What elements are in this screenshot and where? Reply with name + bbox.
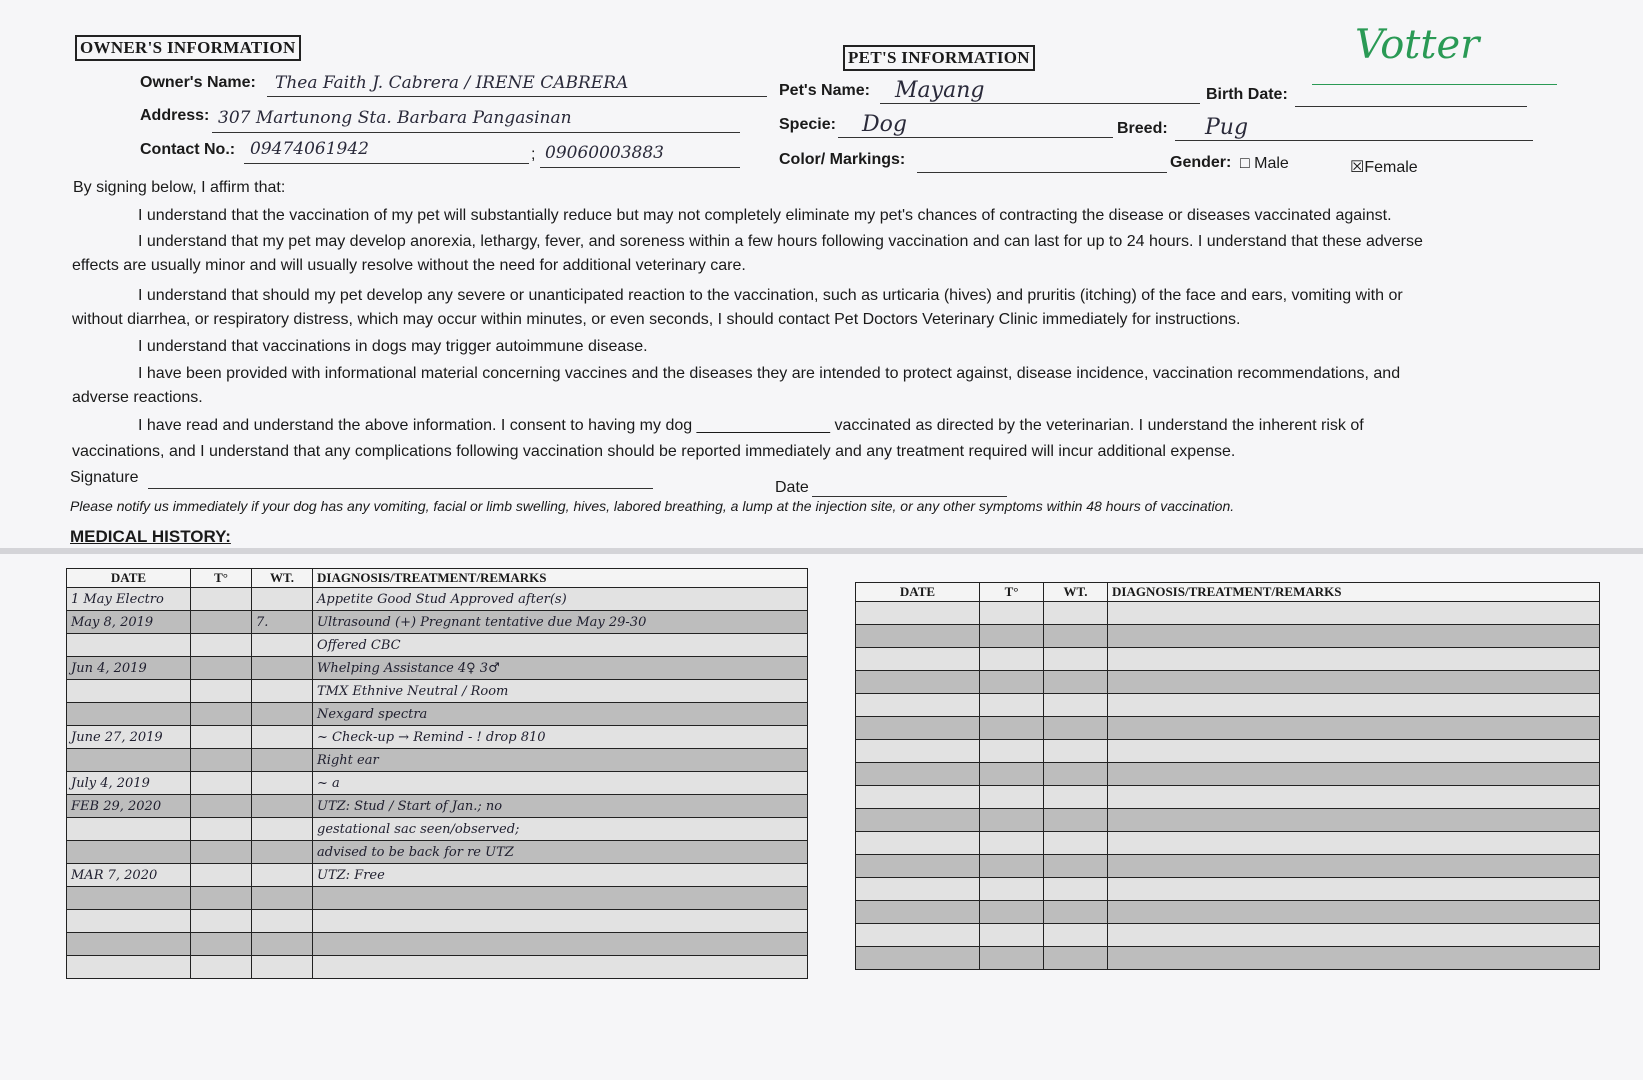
- empty-cell[interactable]: [1044, 625, 1108, 648]
- empty-cell[interactable]: [1044, 648, 1108, 671]
- cell-wt[interactable]: [252, 910, 313, 933]
- empty-cell[interactable]: [1044, 878, 1108, 901]
- empty-cell[interactable]: [980, 694, 1044, 717]
- empty-cell[interactable]: [856, 924, 980, 947]
- empty-cell[interactable]: [1044, 671, 1108, 694]
- green-annotation-line: [1312, 84, 1557, 85]
- table-row: [67, 726, 808, 749]
- table-row: [67, 956, 808, 979]
- cell-t[interactable]: [191, 910, 252, 933]
- cell-date[interactable]: July 4, 2019: [67, 772, 191, 795]
- paper-fold-crease: [0, 548, 1643, 554]
- cell-wt[interactable]: 7.: [252, 611, 313, 634]
- table-row: [67, 841, 808, 864]
- color-markings-label: Color/ Markings:: [779, 151, 906, 168]
- contact-separator: ;: [531, 146, 536, 163]
- cell-t[interactable]: [191, 634, 252, 657]
- table-row: [856, 763, 1600, 786]
- table-row: [67, 933, 808, 956]
- birth-date-label: Birth Date:: [1206, 86, 1288, 103]
- contact-line-2: [540, 167, 740, 168]
- table-row: [67, 680, 808, 703]
- cell-date[interactable]: June 27, 2019: [67, 726, 191, 749]
- contact-label: Contact No.:: [140, 141, 236, 158]
- cell-diag[interactable]: UTZ: Stud / Start of Jan.; no: [313, 795, 808, 818]
- empty-cell[interactable]: [980, 740, 1044, 763]
- empty-cell[interactable]: [980, 671, 1044, 694]
- header-temp: T°: [980, 583, 1044, 602]
- empty-cell[interactable]: [1044, 786, 1108, 809]
- owner-name-line: [267, 96, 767, 97]
- consent-paragraph-4: I understand that vaccinations in dogs may trigger autoimmune disease.: [138, 338, 648, 355]
- empty-cell[interactable]: [856, 648, 980, 671]
- empty-cell[interactable]: [980, 947, 1044, 970]
- medical-history-table-right: [855, 582, 1600, 970]
- cell-wt[interactable]: [252, 772, 313, 795]
- empty-cell[interactable]: [980, 625, 1044, 648]
- cell-t[interactable]: [191, 864, 252, 887]
- empty-cell[interactable]: [1044, 832, 1108, 855]
- owner-section-title: OWNER'S INFORMATION: [75, 35, 301, 61]
- breed-line: [1175, 140, 1533, 141]
- empty-cell[interactable]: [980, 786, 1044, 809]
- table-row: [67, 910, 808, 933]
- cell-t[interactable]: [191, 611, 252, 634]
- owner-name-value[interactable]: Thea Faith J. Cabrera / IRENE CABRERA: [275, 73, 629, 93]
- cell-t[interactable]: [191, 680, 252, 703]
- cell-date[interactable]: [67, 841, 191, 864]
- empty-cell[interactable]: [856, 717, 980, 740]
- cell-diag[interactable]: Nexgard spectra: [313, 703, 808, 726]
- cell-wt[interactable]: [252, 588, 313, 611]
- gender-male-option[interactable]: □ Male: [1240, 155, 1289, 172]
- color-markings-line[interactable]: [917, 172, 1167, 173]
- cell-date[interactable]: 1 May Electro: [67, 588, 191, 611]
- empty-cell[interactable]: [1108, 924, 1600, 947]
- empty-cell[interactable]: [980, 924, 1044, 947]
- date-label: Date: [775, 479, 809, 496]
- cell-diag[interactable]: TMX Ethnive Neutral / Room: [313, 680, 808, 703]
- empty-cell[interactable]: [856, 809, 980, 832]
- cell-t[interactable]: [191, 841, 252, 864]
- table-row: [67, 611, 808, 634]
- contact-value-1[interactable]: 09474061942: [250, 139, 369, 159]
- table-row: [856, 832, 1600, 855]
- table-row: [856, 878, 1600, 901]
- empty-cell[interactable]: [980, 763, 1044, 786]
- table-row: [856, 901, 1600, 924]
- table-row: [67, 588, 808, 611]
- table-row: [67, 887, 808, 910]
- contact-line-1: [244, 163, 529, 164]
- gender-label: Gender:: [1170, 154, 1232, 171]
- breed-value[interactable]: Pug: [1205, 115, 1249, 140]
- specie-line: [838, 137, 1113, 138]
- table-row: [67, 864, 808, 887]
- empty-cell[interactable]: [1108, 648, 1600, 671]
- cell-t[interactable]: [191, 588, 252, 611]
- table-row: [856, 809, 1600, 832]
- pet-section-title: PET'S INFORMATION: [843, 45, 1035, 71]
- empty-cell[interactable]: [1108, 740, 1600, 763]
- cell-date[interactable]: [67, 749, 191, 772]
- cell-wt[interactable]: [252, 795, 313, 818]
- empty-cell[interactable]: [1108, 694, 1600, 717]
- table-row: [856, 740, 1600, 763]
- consent-paragraph-3a: I understand that should my pet develop any severe or unanticipated reaction to the vaccination, such as urticaria (hives) and pruritis (itching) of the face and ears, vomiting with or: [138, 287, 1403, 304]
- cell-date[interactable]: [67, 956, 191, 979]
- table-row: [856, 671, 1600, 694]
- table-row: [67, 818, 808, 841]
- header-diagnosis: DIAGNOSIS/TREATMENT/REMARKS: [1108, 583, 1600, 602]
- table-row: [856, 602, 1600, 625]
- empty-cell[interactable]: [1108, 717, 1600, 740]
- empty-cell[interactable]: [856, 786, 980, 809]
- table-row: [856, 648, 1600, 671]
- owner-name-label: Owner's Name:: [140, 74, 256, 91]
- specie-value[interactable]: Dog: [862, 112, 907, 137]
- empty-cell[interactable]: [1044, 924, 1108, 947]
- empty-cell[interactable]: [1108, 809, 1600, 832]
- cell-diag[interactable]: ~ a: [313, 772, 808, 795]
- pet-name-line: [880, 103, 1200, 104]
- empty-cell[interactable]: [856, 947, 980, 970]
- empty-cell[interactable]: [1108, 855, 1600, 878]
- consent-paragraph-6a: I have read and understand the above information. I consent to having my dog _______________ vaccinated as directed by the veterinarian. I understand the inherent risk of: [138, 417, 1364, 434]
- cell-diag[interactable]: [313, 887, 808, 910]
- header-date: DATE: [856, 583, 980, 602]
- empty-cell[interactable]: [856, 740, 980, 763]
- cell-wt[interactable]: [252, 841, 313, 864]
- table-row: [856, 694, 1600, 717]
- address-value[interactable]: 307 Martunong Sta. Barbara Pangasinan: [218, 108, 572, 128]
- signature-label: Signature: [70, 469, 139, 486]
- empty-cell[interactable]: [1044, 947, 1108, 970]
- empty-cell[interactable]: [1108, 878, 1600, 901]
- address-label: Address:: [140, 107, 210, 124]
- empty-cell[interactable]: [980, 809, 1044, 832]
- contact-value-2[interactable]: 09060003883: [545, 143, 664, 163]
- empty-cell[interactable]: [1108, 763, 1600, 786]
- cell-t[interactable]: [191, 726, 252, 749]
- empty-cell[interactable]: [1108, 832, 1600, 855]
- empty-cell[interactable]: [980, 602, 1044, 625]
- cell-diag[interactable]: advised to be back for re UTZ: [313, 841, 808, 864]
- cell-date[interactable]: MAR 7, 2020: [67, 864, 191, 887]
- cell-wt[interactable]: [252, 933, 313, 956]
- cell-wt[interactable]: [252, 680, 313, 703]
- empty-cell[interactable]: [1044, 809, 1108, 832]
- cell-wt[interactable]: [252, 887, 313, 910]
- table-row: [856, 786, 1600, 809]
- empty-cell[interactable]: [856, 832, 980, 855]
- consent-paragraph-2b: effects are usually minor and will usually resolve without the need for additional veterinary care.: [72, 257, 746, 274]
- notice-text: Please notify us immediately if your dog has any vomiting, facial or limb swelling, hives, labored breathing, a lump at the injection site, or any other symptoms within 48 hours of vaccination.: [70, 498, 1235, 514]
- table-row: [67, 703, 808, 726]
- cell-t[interactable]: [191, 956, 252, 979]
- cell-date[interactable]: [67, 818, 191, 841]
- address-line: [212, 132, 740, 133]
- header-temp: T°: [191, 569, 252, 588]
- empty-cell[interactable]: [980, 717, 1044, 740]
- cell-t[interactable]: [191, 657, 252, 680]
- empty-cell[interactable]: [856, 625, 980, 648]
- table-row: [67, 634, 808, 657]
- empty-cell[interactable]: [1044, 717, 1108, 740]
- pet-name-value[interactable]: Mayang: [895, 78, 985, 103]
- cell-wt[interactable]: [252, 956, 313, 979]
- cell-date[interactable]: Jun 4, 2019: [67, 657, 191, 680]
- cell-wt[interactable]: [252, 818, 313, 841]
- votter-annotation: Votter: [1355, 22, 1480, 68]
- empty-cell[interactable]: [856, 855, 980, 878]
- cell-date[interactable]: [67, 910, 191, 933]
- empty-cell[interactable]: [980, 832, 1044, 855]
- table-row: [67, 772, 808, 795]
- cell-diag[interactable]: Right ear: [313, 749, 808, 772]
- cell-diag[interactable]: [313, 933, 808, 956]
- header-weight: WT.: [252, 569, 313, 588]
- cell-t[interactable]: [191, 772, 252, 795]
- cell-date[interactable]: [67, 933, 191, 956]
- table-row: [67, 749, 808, 772]
- empty-cell[interactable]: [1044, 602, 1108, 625]
- empty-cell[interactable]: [856, 602, 980, 625]
- empty-cell[interactable]: [1108, 901, 1600, 924]
- consent-paragraph-2a: I understand that my pet may develop anorexia, lethargy, fever, and soreness within a few hours following vaccination and can last for up to 24 hours. I understand that these adverse: [138, 233, 1423, 250]
- cell-diag[interactable]: Whelping Assistance 4♀ 3♂: [313, 657, 808, 680]
- pet-name-label: Pet's Name:: [779, 82, 870, 99]
- cell-date[interactable]: [67, 634, 191, 657]
- empty-cell[interactable]: [856, 671, 980, 694]
- empty-cell[interactable]: [1108, 671, 1600, 694]
- header-weight: WT.: [1044, 583, 1108, 602]
- empty-cell[interactable]: [1108, 602, 1600, 625]
- empty-cell[interactable]: [1044, 901, 1108, 924]
- medical-history-table-left: [66, 568, 808, 979]
- empty-cell[interactable]: [856, 901, 980, 924]
- cell-date[interactable]: May 8, 2019: [67, 611, 191, 634]
- cell-diag[interactable]: UTZ: Free: [313, 864, 808, 887]
- date-line[interactable]: [812, 496, 1007, 497]
- empty-cell[interactable]: [980, 648, 1044, 671]
- table-row: [856, 855, 1600, 878]
- cell-wt[interactable]: [252, 634, 313, 657]
- consent-paragraph-3b: without diarrhea, or respiratory distress, which may occur within minutes, or even seconds, I should contact Pet Doctors Veterinary Clinic immediately for instructions.: [72, 311, 1241, 328]
- cell-wt[interactable]: [252, 657, 313, 680]
- empty-cell[interactable]: [856, 763, 980, 786]
- consent-paragraph-1: I understand that the vaccination of my pet will substantially reduce but may not completely eliminate my pet's chances of contracting the disease or diseases vaccinated against.: [138, 207, 1392, 224]
- signature-line[interactable]: [148, 488, 653, 489]
- cell-diag[interactable]: Offered CBC: [313, 634, 808, 657]
- table-row: [856, 717, 1600, 740]
- table-row: [856, 947, 1600, 970]
- cell-wt[interactable]: [252, 726, 313, 749]
- cell-t[interactable]: [191, 795, 252, 818]
- empty-cell[interactable]: [1108, 786, 1600, 809]
- cell-wt[interactable]: [252, 703, 313, 726]
- cell-t[interactable]: [191, 887, 252, 910]
- header-date: DATE: [67, 569, 191, 588]
- cell-date[interactable]: FEB 29, 2020: [67, 795, 191, 818]
- cell-diag[interactable]: Appetite Good Stud Approved after(s): [313, 588, 808, 611]
- table-row: [856, 924, 1600, 947]
- cell-t[interactable]: [191, 933, 252, 956]
- empty-cell[interactable]: [980, 878, 1044, 901]
- table-row: [856, 625, 1600, 648]
- specie-label: Specie:: [779, 116, 836, 133]
- cell-diag[interactable]: Ultrasound (+) Pregnant tentative due May 29-30: [313, 611, 808, 634]
- consent-paragraph-5a: I have been provided with informational material concerning vaccines and the diseases they are intended to protect against, disease incidence, vaccination recommendations, and: [138, 365, 1401, 382]
- cell-diag[interactable]: [313, 956, 808, 979]
- empty-cell[interactable]: [856, 878, 980, 901]
- cell-date[interactable]: [67, 703, 191, 726]
- table-row: [67, 795, 808, 818]
- empty-cell[interactable]: [856, 694, 980, 717]
- birth-date-line[interactable]: [1295, 106, 1527, 107]
- gender-female-option[interactable]: ☒Female: [1350, 159, 1418, 176]
- empty-cell[interactable]: [1044, 763, 1108, 786]
- consent-intro: By signing below, I affirm that:: [73, 179, 286, 196]
- cell-date[interactable]: [67, 680, 191, 703]
- empty-cell[interactable]: [1044, 740, 1108, 763]
- cell-wt[interactable]: [252, 864, 313, 887]
- cell-diag[interactable]: [313, 910, 808, 933]
- cell-t[interactable]: [191, 703, 252, 726]
- breed-label: Breed:: [1117, 120, 1168, 137]
- empty-cell[interactable]: [980, 855, 1044, 878]
- empty-cell[interactable]: [1108, 625, 1600, 648]
- cell-date[interactable]: [67, 887, 191, 910]
- cell-wt[interactable]: [252, 749, 313, 772]
- cell-diag[interactable]: ~ Check-up → Remind - ! drop 810: [313, 726, 808, 749]
- cell-t[interactable]: [191, 818, 252, 841]
- empty-cell[interactable]: [1108, 947, 1600, 970]
- medical-history-title: MEDICAL HISTORY:: [70, 527, 231, 546]
- empty-cell[interactable]: [1044, 855, 1108, 878]
- cell-t[interactable]: [191, 749, 252, 772]
- empty-cell[interactable]: [1044, 694, 1108, 717]
- empty-cell[interactable]: [980, 901, 1044, 924]
- cell-diag[interactable]: gestational sac seen/observed;: [313, 818, 808, 841]
- consent-paragraph-6b: vaccinations, and I understand that any complications following vaccination should be reported immediately and any treatment required will incur additional expense.: [72, 443, 1236, 460]
- header-diagnosis: DIAGNOSIS/TREATMENT/REMARKS: [313, 569, 808, 588]
- table-row: [67, 657, 808, 680]
- consent-paragraph-5b: adverse reactions.: [72, 389, 203, 406]
